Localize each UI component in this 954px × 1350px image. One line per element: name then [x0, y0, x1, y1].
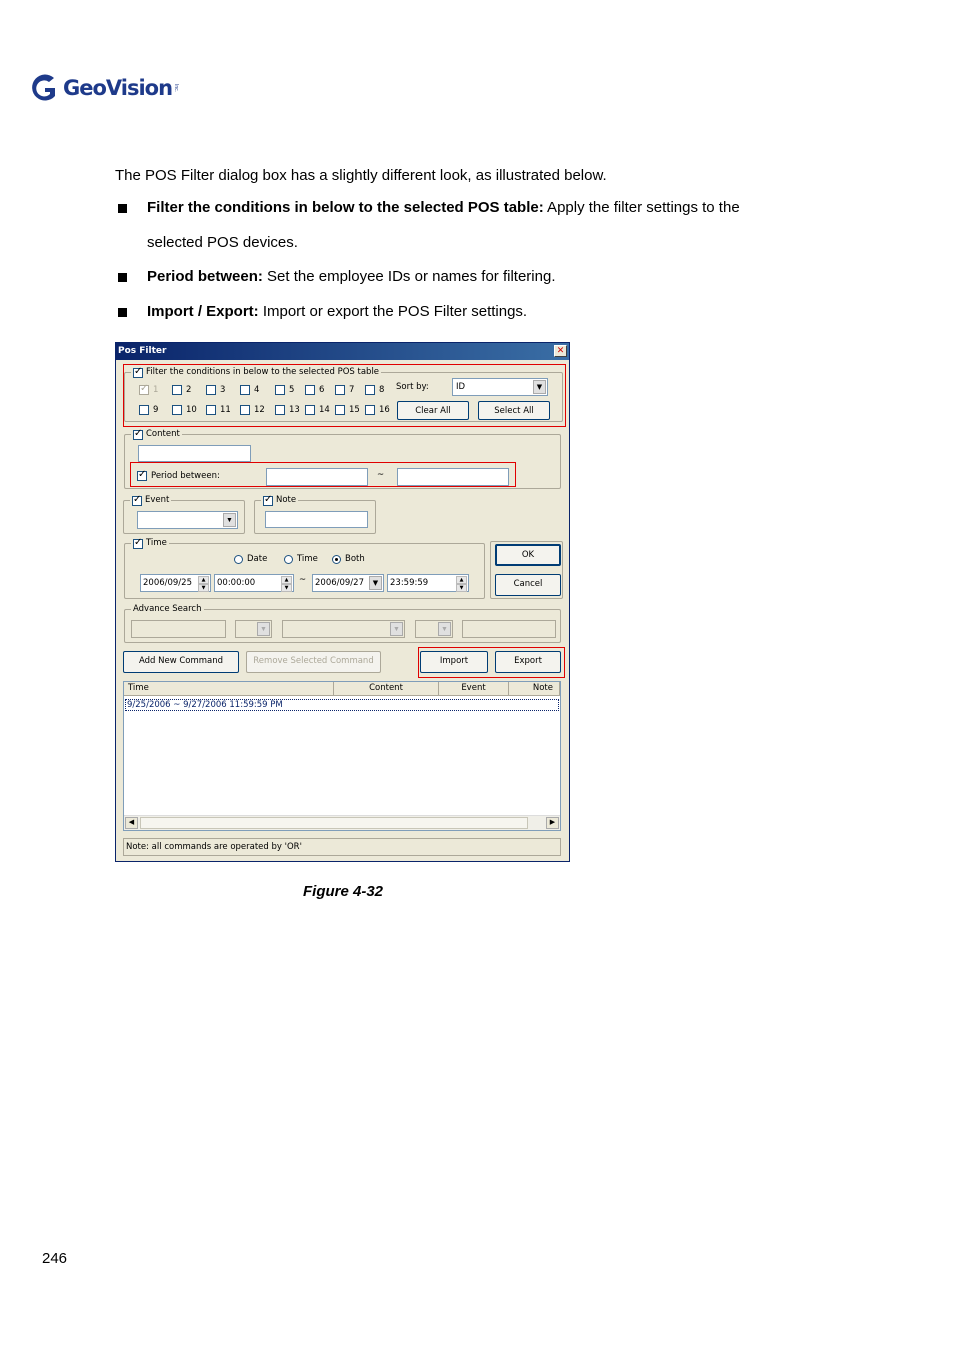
- filter-label: Filter the conditions in below to the selected POS table: [146, 367, 380, 377]
- period-tilde: ~: [377, 470, 385, 480]
- bullet-1-cont: selected POS devices.: [147, 234, 298, 251]
- content-label: Content: [146, 429, 180, 439]
- time-label: Time: [146, 538, 167, 548]
- table-row-text: 9/25/2006 ~ 9/27/2006 11:59:59 PM: [127, 700, 283, 710]
- import-button[interactable]: Import: [420, 651, 488, 673]
- event-group: [123, 495, 245, 534]
- column-content[interactable]: Content: [334, 682, 439, 696]
- pos-number-label: 5: [289, 385, 295, 395]
- time-checkbox[interactable]: [133, 539, 143, 549]
- event-label: Event: [145, 495, 170, 505]
- bullet-1: [147, 199, 740, 217]
- bullet-1-text: Apply the filter settings to the: [543, 199, 740, 216]
- bullet-3-bold: Import / Export:: [147, 303, 259, 320]
- geovision-logo-icon: [30, 72, 60, 104]
- pos-number-label: 7: [349, 385, 355, 395]
- start-time-spinner[interactable]: ▲ ▼: [281, 576, 292, 590]
- figure-caption: Figure 4-32: [303, 883, 384, 900]
- highlight-period: [130, 462, 516, 487]
- bullet-3: [147, 303, 527, 321]
- advance-select-2[interactable]: [282, 620, 405, 638]
- time-group: [124, 538, 485, 599]
- bullet-1-bold: Filter the conditions in below to the selected POS table:: [147, 199, 544, 216]
- select-all-button[interactable]: Select All: [478, 401, 550, 420]
- export-button[interactable]: Export: [495, 651, 561, 673]
- column-event[interactable]: Event: [439, 682, 509, 696]
- end-date-field[interactable]: [312, 574, 384, 592]
- end-time-value: 23:59:59: [390, 578, 429, 588]
- logo-tm: Inc.: [173, 83, 180, 93]
- pos-number-label: 4: [254, 385, 260, 395]
- radio-time[interactable]: [284, 555, 293, 564]
- geovision-logo: [30, 72, 179, 104]
- command-list[interactable]: [123, 681, 561, 831]
- event-select[interactable]: [137, 511, 238, 529]
- content-checkbox[interactable]: [133, 430, 143, 440]
- time-tilde: ~: [299, 575, 307, 585]
- close-icon[interactable]: ✕: [554, 345, 567, 357]
- pos-number-label: 11: [220, 405, 231, 415]
- pos-number-label: 13: [289, 405, 300, 415]
- radio-date[interactable]: [234, 555, 243, 564]
- column-time[interactable]: Time: [124, 682, 334, 696]
- start-date-value: 2006/09/25: [143, 578, 192, 588]
- bullet-marker: [118, 204, 127, 213]
- advance-input-2[interactable]: [462, 620, 556, 638]
- end-time-field[interactable]: [387, 574, 469, 592]
- pos-number-label: 8: [379, 385, 385, 395]
- start-date-spinner[interactable]: ▲ ▼: [198, 576, 209, 590]
- time-group-label: [131, 538, 169, 549]
- chevron-down-icon[interactable]: ▼: [390, 622, 403, 636]
- radio-both[interactable]: [332, 555, 341, 564]
- scroll-left-icon[interactable]: ◀: [125, 817, 138, 829]
- bullet-marker: [118, 273, 127, 282]
- remove-command-button[interactable]: Remove Selected Command: [246, 651, 381, 673]
- advance-search-group: [124, 604, 561, 643]
- pos-number-label: 6: [319, 385, 325, 395]
- pos-number-label: 15: [349, 405, 360, 415]
- add-command-button[interactable]: Add New Command: [123, 651, 239, 673]
- scroll-right-icon[interactable]: ▶: [546, 817, 559, 829]
- horizontal-scrollbar[interactable]: [124, 815, 560, 830]
- status-note: Note: all commands are operated by 'OR': [123, 838, 561, 856]
- content-group-label: [131, 429, 182, 440]
- start-time-value: 00:00:00: [217, 578, 256, 588]
- note-group: [254, 495, 376, 534]
- pos-number-label: 3: [220, 385, 226, 395]
- pos-number-label: 10: [186, 405, 197, 415]
- chevron-down-icon[interactable]: ▼: [223, 513, 236, 527]
- table-row[interactable]: [125, 699, 559, 711]
- period-label: Period between:: [151, 471, 220, 481]
- pos-number-label: 1: [153, 385, 159, 395]
- scrollbar-thumb[interactable]: [140, 817, 528, 829]
- pos-filter-dialog: [115, 342, 570, 862]
- advance-select-1[interactable]: [235, 620, 272, 638]
- end-date-value: 2006/09/27: [315, 578, 364, 588]
- advance-select-3[interactable]: [415, 620, 453, 638]
- pos-number-label: 14: [319, 405, 330, 415]
- note-group-label: [261, 495, 298, 506]
- chevron-down-icon[interactable]: ▼: [438, 622, 451, 636]
- cancel-button[interactable]: Cancel: [495, 574, 561, 596]
- pos-number-label: 16: [379, 405, 390, 415]
- pos-number-label: 9: [153, 405, 159, 415]
- ok-button[interactable]: OK: [495, 544, 561, 566]
- chevron-down-icon[interactable]: ▼: [533, 380, 546, 394]
- chevron-down-icon[interactable]: ▼: [369, 576, 382, 590]
- bullet-2-text: Set the employee IDs or names for filtering.: [262, 268, 556, 285]
- start-date-field[interactable]: [140, 574, 211, 592]
- note-label: Note: [276, 495, 297, 505]
- bullet-2: [147, 268, 556, 286]
- dialog-title: Pos Filter: [118, 346, 167, 356]
- content-input[interactable]: [138, 445, 251, 462]
- radio-time-item[interactable]: [284, 554, 318, 564]
- radio-both-item[interactable]: [332, 554, 365, 564]
- radio-date-label: Date: [247, 554, 268, 564]
- intro-text: The POS Filter dialog box has a slightly different look, as illustrated below.: [115, 167, 607, 184]
- sort-by-value: ID: [456, 382, 466, 392]
- highlight-filter: [123, 364, 566, 427]
- pos-number-label: 2: [186, 385, 192, 395]
- bullet-3-text: Import or export the POS Filter settings.: [258, 303, 528, 320]
- event-group-label: [130, 495, 171, 506]
- bullet-marker: [118, 308, 127, 317]
- event-checkbox[interactable]: [132, 496, 142, 506]
- dialog-titlebar: [116, 343, 569, 360]
- note-checkbox[interactable]: [263, 496, 273, 506]
- logo-text: GeoVision: [63, 76, 173, 100]
- note-input[interactable]: [265, 511, 368, 528]
- bullet-2-bold: Period between:: [147, 268, 263, 285]
- sort-by-label: Sort by:: [396, 382, 429, 392]
- column-note[interactable]: Note: [509, 682, 560, 696]
- radio-both-label: Both: [345, 554, 365, 564]
- radio-date-item[interactable]: [234, 554, 267, 564]
- start-time-field[interactable]: [214, 574, 294, 592]
- page-number: 246: [42, 1250, 68, 1267]
- advance-search-label: Advance Search: [133, 604, 202, 614]
- radio-time-label: Time: [297, 554, 318, 564]
- highlight-import-export: [418, 647, 565, 678]
- pos-number-label: 12: [254, 405, 265, 415]
- clear-all-button[interactable]: Clear All: [397, 401, 469, 420]
- end-time-spinner[interactable]: ▲ ▼: [456, 576, 467, 590]
- advance-input-1[interactable]: [131, 620, 226, 638]
- chevron-down-icon[interactable]: ▼: [257, 622, 270, 636]
